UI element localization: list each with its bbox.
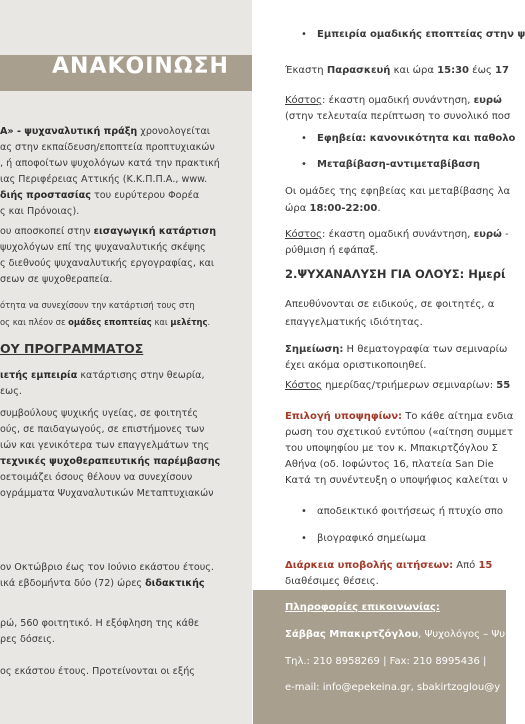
contact-heading: Πληροφορίες επικοινωνίας: [285, 602, 440, 613]
text-line: (στην τελευταία περίπτωση το συνολικό ποσ [285, 111, 511, 122]
text-line: Κόστος: έκαστη ομαδική συνάντηση, ευρώ [285, 95, 502, 106]
text-line: τεχνικές ψυχοθεραπευτικής παρέμβασης [0, 456, 221, 467]
text-line: ς και Πρόνοιας). [0, 206, 80, 217]
bullet-item: • Εφηβεία: κανονικότητα και παθολο [301, 133, 516, 144]
bullet-item: • βιογραφικό σημείωμα [301, 533, 427, 544]
section-heading: 2.ΨΥΧΑΝΑΛΥΣΗ ΓΙΑ ΟΛΟΥΣ: Ημερί [285, 267, 506, 281]
text-line: ιετής εμπειρία κατάρτισης στην θεωρία, [0, 370, 205, 381]
text-line: ον Οκτώβριο έως τον Ιούνιο εκάστου έτους. [0, 562, 214, 573]
text-line: Απευθύνονται σε ειδικούς, σε φοιτητές, α [285, 299, 495, 310]
bullet-item: • Εμπειρία ομαδικής εποπτείας στην ψ [301, 29, 525, 40]
text-line: Έκαστη Παρασκευή και ώρα 15:30 έως 17 [285, 65, 509, 76]
text-line: σεων σε ψυχοθεραπεία. [0, 274, 113, 285]
text-line: ος εκάστου έτους. Προτείνονται οι εξής [0, 666, 195, 677]
text-line: ρες δόσεις. [0, 634, 55, 645]
text-line: έχει ακόμα οριστικοποιηθεί. [285, 360, 427, 371]
text-line: συμβούλους ψυχικής υγείας, σε φοιτητές [0, 408, 199, 419]
text-line: ψυχολόγων επί της ψυχαναλυτικής σκέψης [0, 242, 206, 253]
text-line: Σημείωση: Η θεματογραφία των σεμιναρίω [285, 344, 508, 355]
section-heading: ΟΥ ΠΡΟΓΡΑΜΜΑΤΟΣ [0, 341, 144, 356]
text-line: Κόστος: έκαστη ομαδική συνάντηση, ευρώ - [285, 229, 509, 240]
bullet-item: • αποδεικτικό φοιτήσεως ή πτυχίο σπο [301, 506, 504, 517]
text-line: εως. [0, 386, 22, 397]
text-line: ρύθμιση ή εφάπαξ. [285, 245, 379, 256]
text-line: ικά εβδομήντα δύο (72) ώρες διδακτικής [0, 578, 205, 589]
text-line: Επιλογή υποψηφίων: Το κάθε αίτημα ενδια [285, 411, 514, 422]
text-line: Αθήνα (οδ. Ιοφώντος 16, πλατεία San Die [285, 459, 494, 470]
text-line: ος και πλέον σε ομάδες εποπτείας και μελέτης. [0, 317, 211, 327]
text-line: Κόστος ημερίδας/τριήμερων σεμιναρίων: 55 [285, 380, 511, 391]
text-line: , ή αποφοίτων ψυχολόγων κατά την πρακτική [0, 158, 220, 169]
contact-email[interactable]: e-mail: info@epekeina.gr, sbakirtzoglou@y [285, 682, 501, 693]
text-line: του υποψηφίου με τον κ. Μπακιρτζόγλου Σ [285, 443, 498, 454]
text-line: ου αποσκοπεί στην εισαγωγική κατάρτιση [0, 226, 217, 237]
text-line: ιας Περιφέρειας Αττικής (Κ.Κ.Π.Π.Α., www. [0, 174, 208, 185]
text-line: ς διεθνούς ψυχαναλυτικής εργογραφίας, και [0, 258, 215, 269]
text-line: Κατά τη συνέντευξη ο υποψήφιος καλείται ν [285, 475, 508, 486]
text-line: ώρα 18:00-22:00. [285, 203, 381, 214]
text-line: διαθέσιμες θέσεις. [285, 576, 379, 587]
text-line: ούς, σε παιδαγωγούς, σε επιστήμονες των [0, 424, 205, 435]
text-line: διής προστασίας του ευρύτερου Φορέα [0, 190, 200, 201]
text-line: ρώ, 560 φοιτητικό. Η εξόφληση της κάθε [0, 618, 200, 629]
text-line: οετοιμάζει όσους θέλουν να συνεχίσουν [0, 472, 193, 483]
text-line: επαγγελματικής ιδιότητας. [285, 317, 423, 328]
text-line: ας στην εκπαίδευση/εποπτεία προπτυχιακών [0, 142, 215, 153]
text-line: Οι ομάδες της εφηβείας και μεταβίβασης λα [285, 186, 511, 197]
bullet-item: • Μεταβίβαση-αντιμεταβίβαση [301, 159, 481, 170]
text-line: Διάρκεια υποβολής αιτήσεων: Από 15 [285, 560, 493, 571]
page-title: ΑΝΑΚΟΙΝΩΣΗ [52, 54, 229, 79]
text-line: ότητα να συνεχίσουν την κατάρτισή τους στη [0, 300, 195, 310]
text-line: ογράμματα Ψυχαναλυτικών Μεταπτυχιακών [0, 488, 214, 499]
text-line: Α» - ψυχαναλυτική πράξη χρονολογείται [0, 126, 211, 137]
text-line: ιών και γενικότερα των επαγγελμάτων της [0, 440, 210, 451]
contact-name: Σάββας Μπακιρτζόγλου, Ψυχολόγος – Ψυ [285, 629, 505, 640]
text-line: ρωση του σχετικού εντύπου («αίτηση συμμετ [285, 427, 513, 438]
left-column [0, 0, 252, 724]
contact-phone: Τηλ.: 210 8958269 | Fax: 210 8995436 | [285, 656, 487, 667]
contact-box [253, 590, 506, 724]
